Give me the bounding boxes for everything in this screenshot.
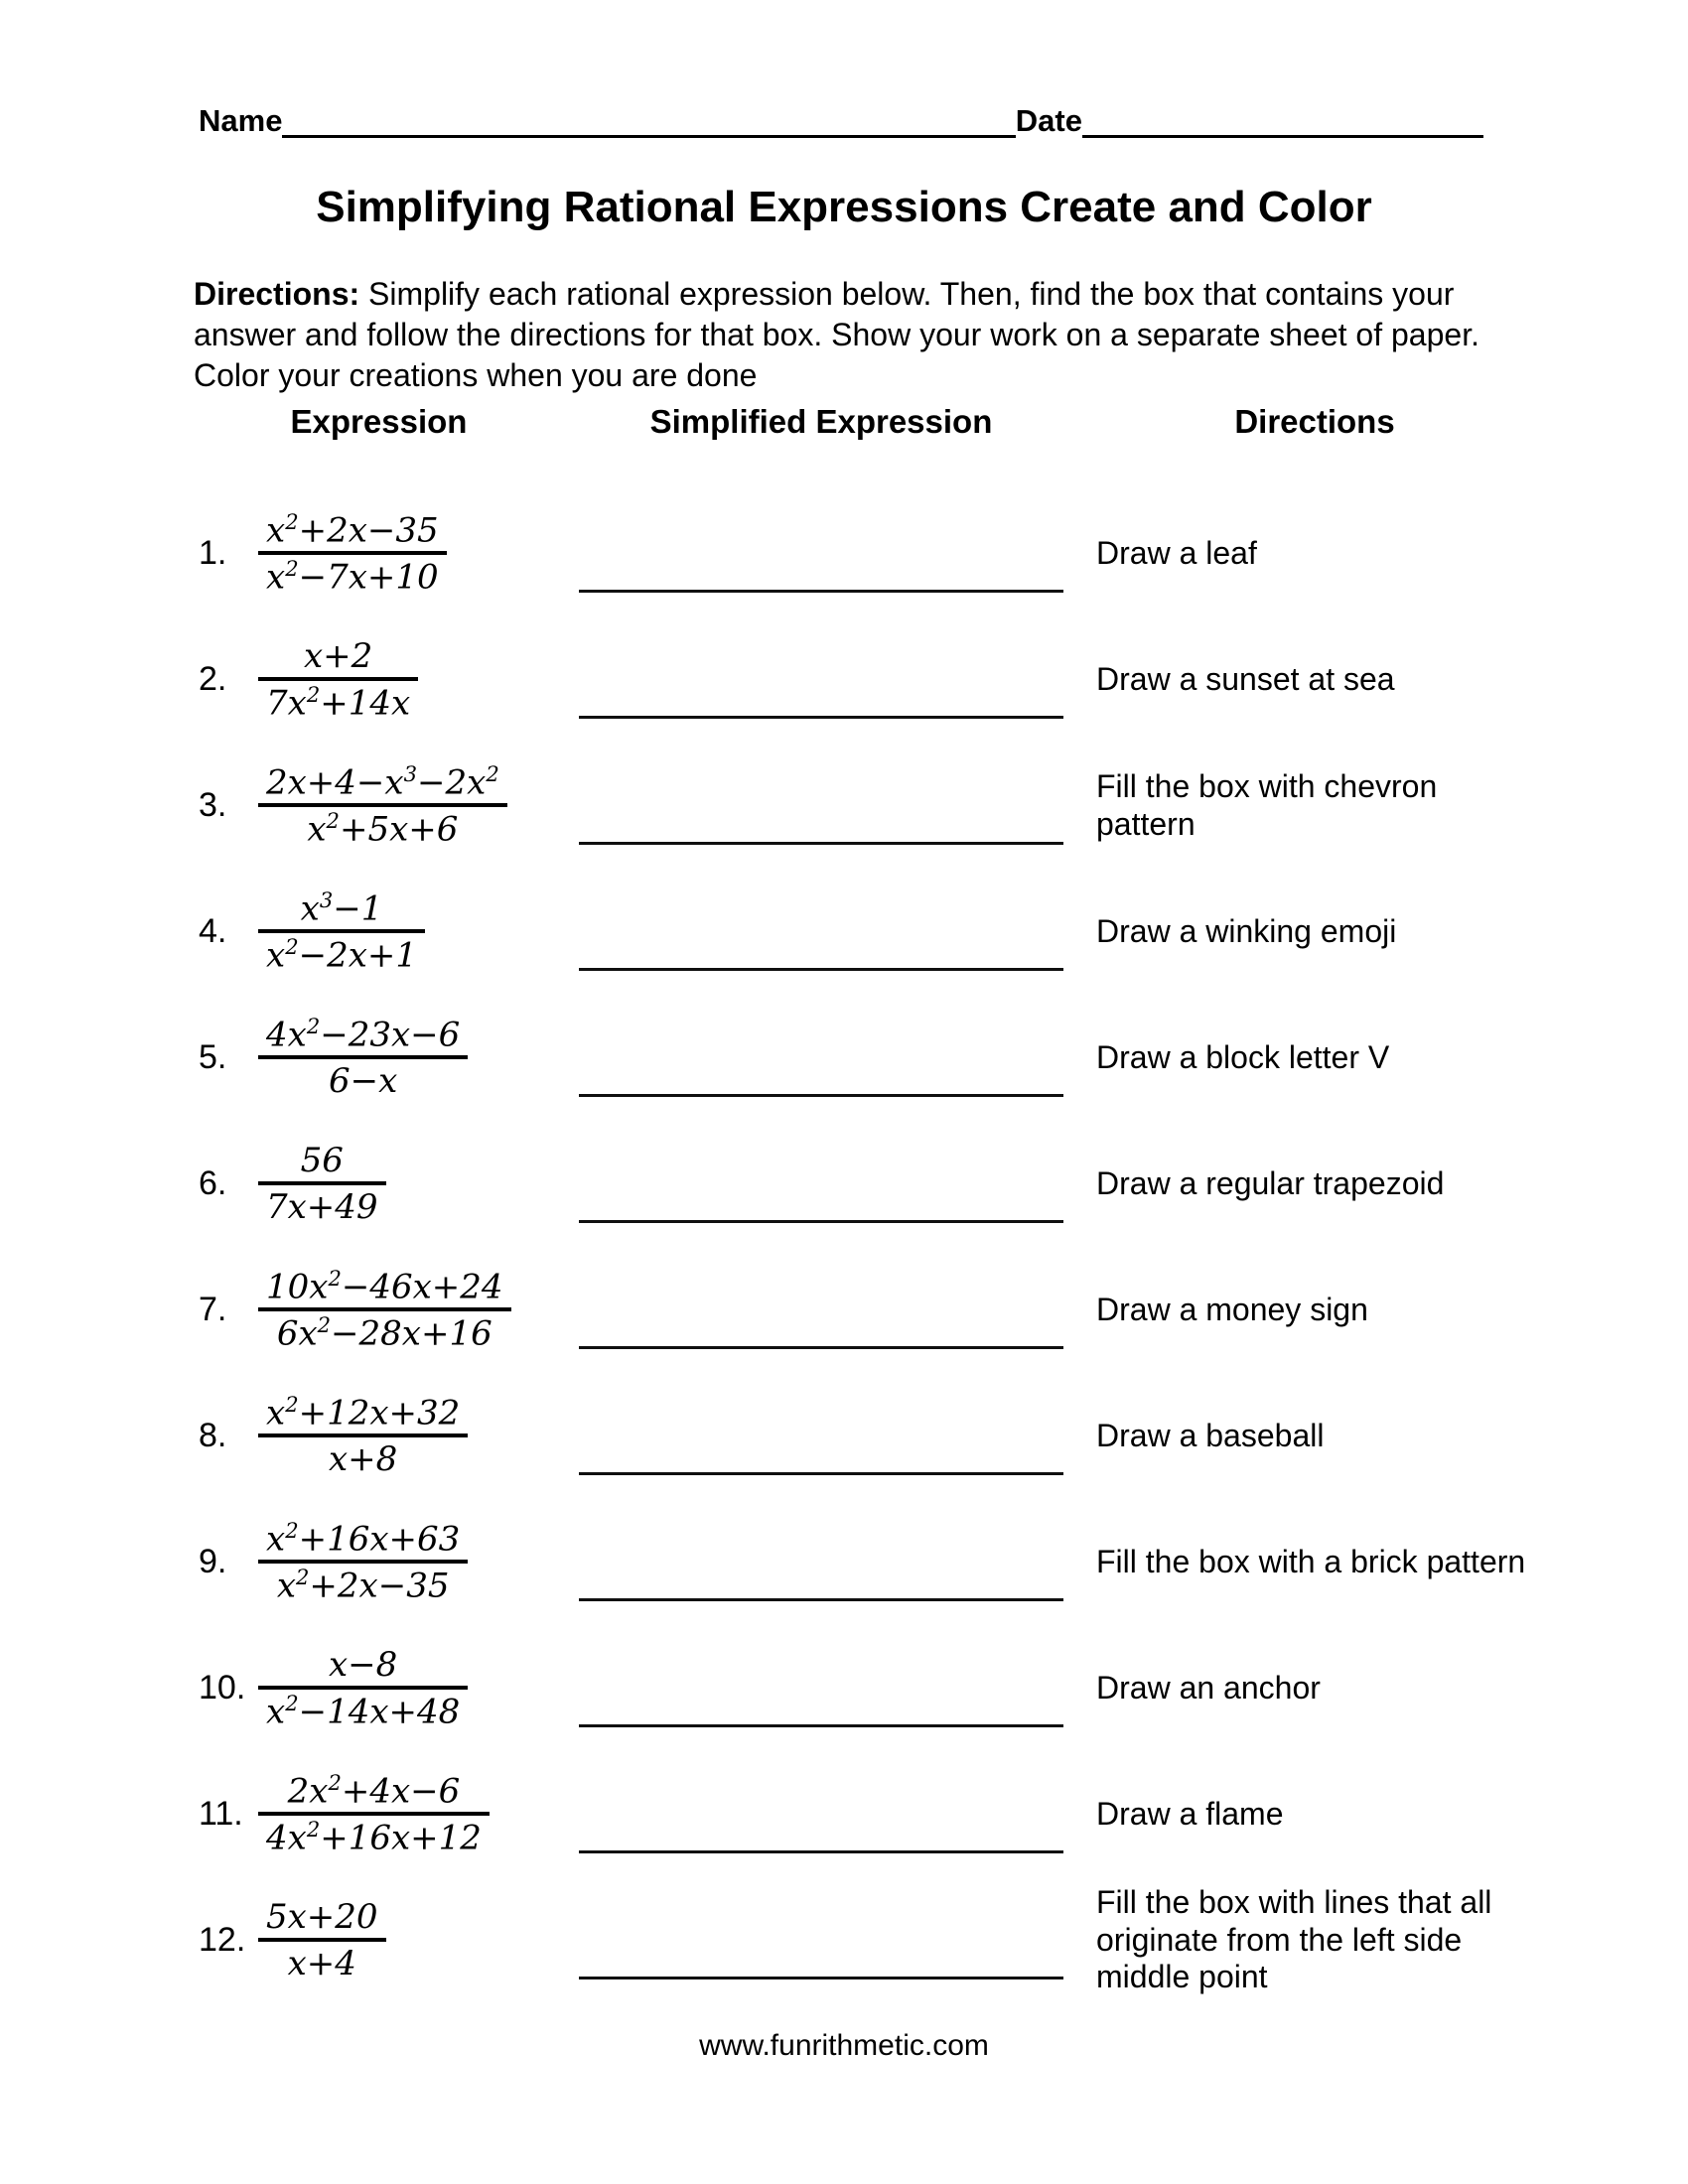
- rational-expression: [258, 1897, 386, 1983]
- expression-cell: [179, 1015, 579, 1102]
- problem-number: 2.: [199, 659, 227, 698]
- problem-row-4: [179, 869, 1688, 995]
- expression-cell: [179, 1393, 579, 1480]
- simplified-expression-cell: [579, 1373, 1063, 1499]
- problem-number: 5.: [199, 1037, 227, 1076]
- denominator: $x^2-7x+10$: [258, 551, 447, 597]
- problem-number: 3.: [199, 786, 227, 824]
- simplified-expression-cell: [579, 1877, 1063, 2003]
- numerator: x−8: [329, 1644, 398, 1685]
- answer-blank-line: [579, 1346, 1063, 1349]
- denominator: $6x^2-28x+16$: [258, 1307, 511, 1353]
- problem-row-6: [179, 1121, 1688, 1247]
- answer-blank-line: [579, 842, 1063, 845]
- numerator: $2x+4-x^3-2x^2$: [266, 760, 499, 802]
- problem-row-8: [179, 1373, 1688, 1499]
- website-footer: www.funrithmetic.com: [699, 2029, 989, 2062]
- direction-cell: Draw a money sign: [1096, 1291, 1368, 1327]
- problem-number: 7.: [199, 1291, 227, 1328]
- problem-row-9: [179, 1499, 1688, 1625]
- date-blank-line: [1082, 97, 1483, 138]
- column-header-expression: Expression: [290, 403, 468, 440]
- directions-label: Directions:: [194, 276, 360, 312]
- direction-cell: Draw a baseball: [1096, 1417, 1325, 1453]
- denominator: $7x^2+14x$: [258, 677, 418, 723]
- numerator: $x^3-1$: [300, 887, 383, 928]
- name-date-row: [199, 97, 1483, 138]
- simplified-expression-cell: [579, 1499, 1063, 1625]
- denominator: $x^2-2x+1$: [258, 929, 425, 975]
- denominator: 7x+49: [258, 1181, 386, 1227]
- direction-cell: Draw a flame: [1096, 1795, 1284, 1832]
- column-header-directions: Directions: [1234, 403, 1395, 440]
- numerator: $x^2+12x+32$: [266, 1391, 461, 1433]
- direction-cell: Fill the box with a brick pattern: [1096, 1543, 1526, 1579]
- expression-cell: [179, 762, 579, 850]
- numerator: 56: [300, 1140, 344, 1180]
- answer-blank-line: [579, 1598, 1063, 1601]
- simplified-expression-cell: [579, 743, 1063, 869]
- answer-blank-line: [579, 1977, 1063, 1979]
- denominator: x+4: [258, 1938, 386, 1983]
- simplified-expression-cell: [579, 1751, 1063, 1877]
- problem-number: 8.: [199, 1416, 227, 1454]
- rational-expression: [258, 762, 507, 850]
- denominator: x+8: [258, 1433, 468, 1479]
- direction-cell: Draw a leaf: [1096, 534, 1257, 571]
- direction-cell: Draw a regular trapezoid: [1096, 1164, 1445, 1201]
- simplified-expression-cell: [579, 616, 1063, 743]
- problem-number: 10.: [199, 1668, 246, 1706]
- rational-expression: [258, 1015, 468, 1102]
- problem-row-11: [179, 1751, 1688, 1877]
- direction-cell: Draw a sunset at sea: [1096, 660, 1395, 697]
- name-label: Name: [199, 102, 283, 138]
- numerator: $4x^2-23x-6$: [266, 1013, 461, 1055]
- denominator: $x^2+2x-35$: [258, 1560, 468, 1605]
- simplified-expression-cell: [579, 995, 1063, 1121]
- denominator: $x^2+5x+6$: [258, 803, 507, 849]
- direction-cell: Draw a winking emoji: [1096, 912, 1397, 949]
- rational-expression: [258, 1645, 468, 1732]
- rational-expression: [258, 1267, 511, 1354]
- rational-expression: [258, 1771, 490, 1858]
- expression-cell: [179, 1645, 579, 1732]
- directions-text: Simplify each rational expression below. Then, find the box that contains your answer and follow the directions for that box. Show your work on a separate sheet of paper. Color your creations when you are done: [194, 276, 1479, 393]
- name-blank-line: [282, 97, 1015, 138]
- numerator: $10x^2-46x+24$: [266, 1265, 503, 1306]
- numerator: $x^2+2x-35$: [266, 508, 439, 550]
- expression-cell: [179, 636, 579, 724]
- rational-expression: [258, 1393, 468, 1480]
- expression-cell: [179, 1771, 579, 1858]
- simplified-expression-cell: [579, 1121, 1063, 1247]
- simplified-expression-cell: [579, 1247, 1063, 1373]
- answer-blank-line: [579, 716, 1063, 719]
- directions-paragraph: [194, 274, 1554, 396]
- expression-cell: [179, 1267, 579, 1354]
- direction-cell: Draw an anchor: [1096, 1669, 1321, 1706]
- page-title: Simplifying Rational Expressions Create and Color: [316, 183, 1372, 231]
- simplified-expression-cell: [579, 869, 1063, 995]
- problem-number: 12.: [199, 1921, 246, 1959]
- answer-blank-line: [579, 1850, 1063, 1853]
- column-header-simplified-expression: Simplified Expression: [649, 403, 993, 440]
- answer-blank-line: [579, 1220, 1063, 1223]
- rational-expression: [258, 1141, 386, 1227]
- direction-cell: Draw a block letter V: [1096, 1038, 1390, 1075]
- direction-cell: Fill the box with chevron pattern: [1096, 767, 1438, 842]
- problem-number: 1.: [199, 534, 227, 572]
- rational-expression: [258, 1519, 468, 1606]
- denominator: 6−x: [258, 1055, 468, 1101]
- problems-list: [0, 490, 1688, 2003]
- denominator: $x^2-14x+48$: [258, 1686, 468, 1731]
- problem-row-2: [179, 616, 1688, 743]
- answer-blank-line: [579, 1724, 1063, 1727]
- column-headers: [179, 403, 1688, 441]
- problem-row-1: [179, 490, 1688, 616]
- direction-cell: Fill the box with lines that all originate from the left side middle point: [1096, 1883, 1492, 1995]
- expression-cell: [179, 888, 579, 976]
- expression-cell: [179, 510, 579, 598]
- problem-row-10: [179, 1625, 1688, 1751]
- problem-number: 4.: [199, 912, 227, 950]
- problem-number: 11.: [199, 1795, 243, 1833]
- problem-row-5: [179, 995, 1688, 1121]
- numerator: x+2: [303, 635, 373, 676]
- numerator: 5x+20: [266, 1896, 378, 1937]
- answer-blank-line: [579, 1472, 1063, 1475]
- problem-number: 9.: [199, 1543, 227, 1580]
- answer-blank-line: [579, 1094, 1063, 1097]
- date-label: Date: [1015, 102, 1082, 138]
- numerator: $2x^2+4x-6$: [287, 1769, 461, 1811]
- expression-cell: [179, 1141, 579, 1227]
- rational-expression: [258, 888, 425, 976]
- answer-blank-line: [579, 968, 1063, 971]
- simplified-expression-cell: [579, 490, 1063, 616]
- rational-expression: [258, 510, 447, 598]
- simplified-expression-cell: [579, 1625, 1063, 1751]
- problem-row-12: [179, 1877, 1688, 2003]
- problem-row-7: [179, 1247, 1688, 1373]
- numerator: $x^2+16x+63$: [266, 1517, 461, 1559]
- denominator: $4x^2+16x+12$: [258, 1812, 490, 1857]
- problem-row-3: [179, 743, 1688, 869]
- answer-blank-line: [579, 590, 1063, 593]
- problem-number: 6.: [199, 1164, 227, 1202]
- rational-expression: [258, 636, 418, 724]
- expression-cell: [179, 1897, 579, 1983]
- expression-cell: [179, 1519, 579, 1606]
